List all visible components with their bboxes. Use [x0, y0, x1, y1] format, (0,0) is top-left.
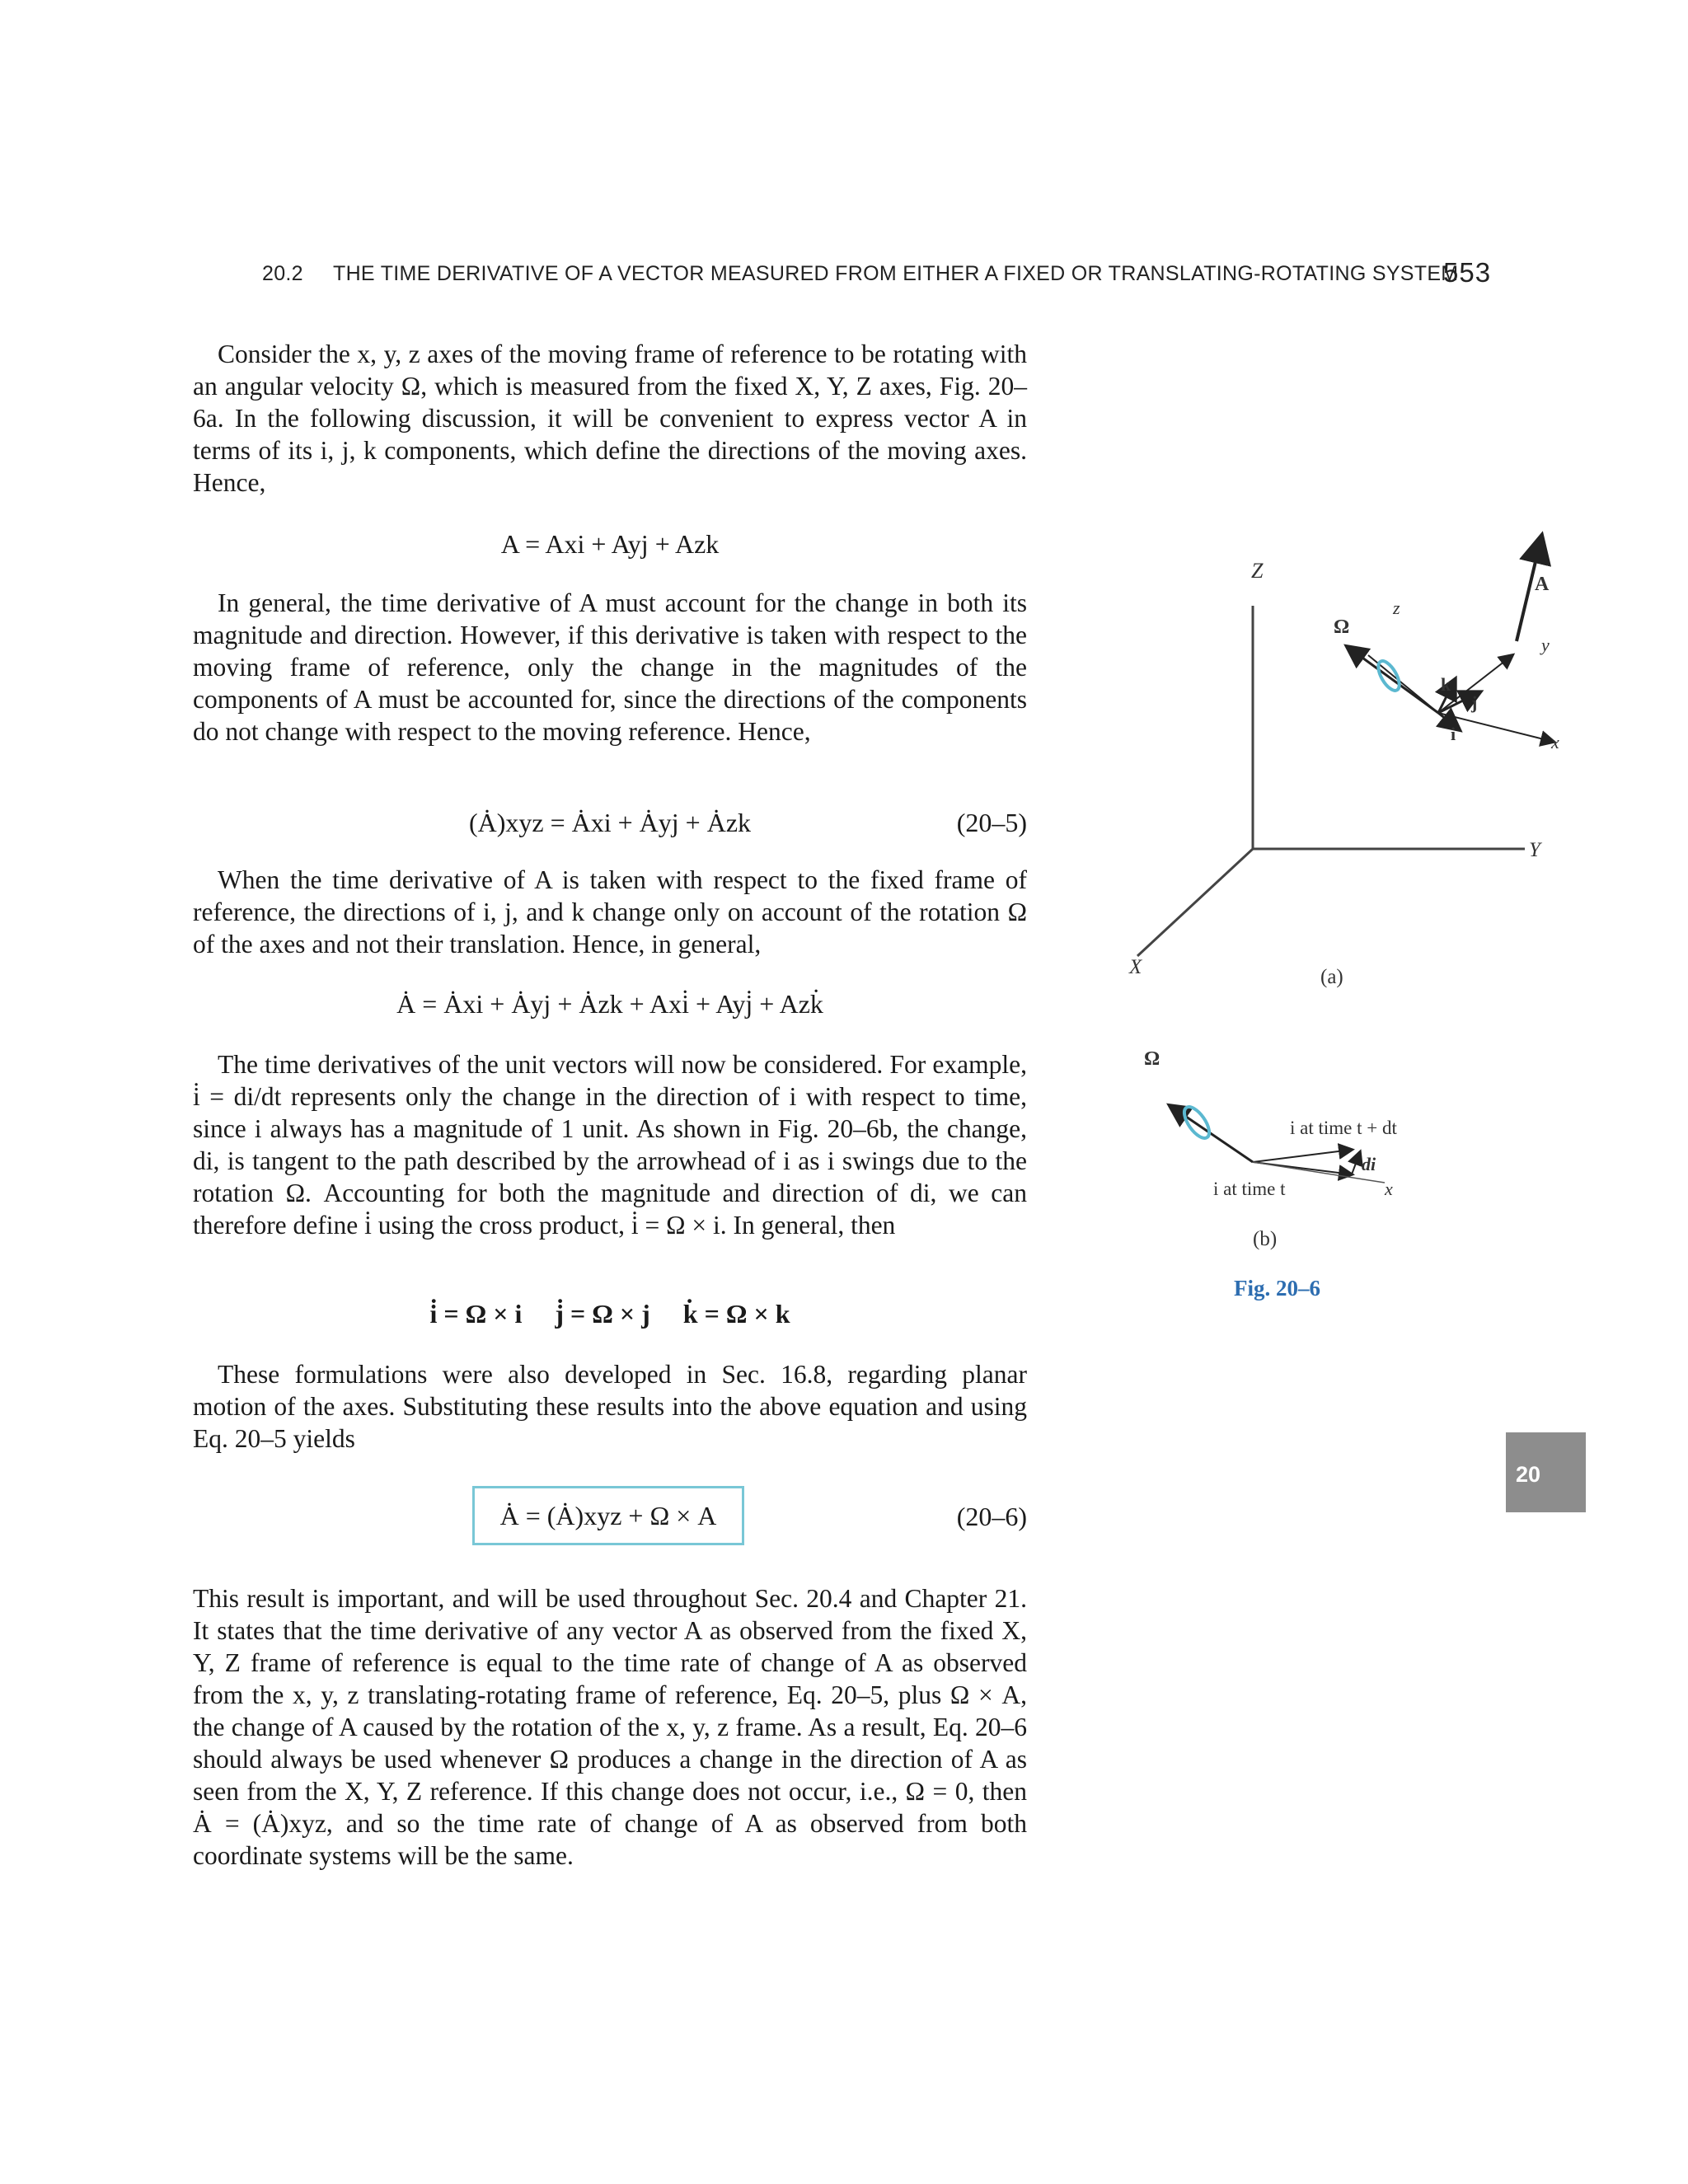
label-z: z [1393, 598, 1400, 618]
paragraph-5-block [193, 1358, 1027, 1455]
paragraph-6-block [193, 1582, 1027, 1872]
paragraph-2: In general, the time derivative of A must account for the change in both its magnitude and direction. However, if this derivative is taken with respect to the moving frame of reference, only the change in the magnitudes of the components of A must be accounted for, since the directions of the components do not change with respect to the moving reference. Hence, [193, 588, 1027, 746]
label-i: i [1451, 724, 1456, 744]
equation-2-number: (20–5) [956, 808, 1027, 837]
label-x: x [1551, 732, 1559, 752]
label-k: k [1441, 674, 1451, 695]
paragraph-1: Consider the x, y, z axes of the moving frame of reference to be rotating with an angular velocity Ω, which is measured from the fixed X, Y, Z axes, Fig. 20–6a. In the following discussion, it will be convenient to express vector A in terms of its i, j, k components, which define the directions of the moving axes. Hence, [193, 340, 1027, 497]
figure-20-6 [1104, 511, 1615, 1319]
label-X: X [1129, 956, 1142, 978]
label-i-at-t-dt: i at time t + dt [1290, 1118, 1397, 1138]
equation-3 [193, 989, 1027, 1025]
paragraph-4-block [193, 1048, 1027, 1241]
section-number: 20.2 [262, 262, 303, 285]
figure-diagram [1104, 511, 1615, 1319]
label-omega-b: Ω [1144, 1048, 1160, 1070]
equation-1 [193, 529, 1027, 565]
paragraph-2-block [193, 587, 1027, 748]
chapter-tab: 20 [1506, 1432, 1586, 1512]
page-number: 553 [1443, 257, 1492, 288]
section-title: THE TIME DERIVATIVE OF A VECTOR MEASURED FROM EITHER A FIXED OR TRANSLATING-ROTATING SYSTEM [333, 262, 1459, 285]
equation-5-number: (20–6) [956, 1502, 1027, 1531]
label-di: di [1362, 1154, 1376, 1174]
paragraph-6: This result is important, and will be used throughout Sec. 20.4 and Chapter 21. It states that the time derivative of any vector A as observed from the fixed X, Y, Z frame of reference is equal to the time rate of change of A as observed from the x, y, z translating-rotating frame of reference, Eq. 20–5, plus Ω × A, the change of A caused by the rotation of the x, y, z frame. As a result, Eq. 20–6 should always be used whenever Ω produces a change in the direction of A as seen from the X, Y, Z reference. If this change does not occur, i.e., Ω = 0, then Ȧ = (Ȧ)xyz, and so the time rate of change of A as observed from both coordinate systems will be the same. [193, 1584, 1027, 1870]
label-omega-a: Ω [1334, 616, 1350, 638]
di-vector [1352, 1152, 1360, 1174]
caption-b: (b) [1253, 1228, 1278, 1250]
paragraph-4: The time derivatives of the unit vectors will now be considered. For example, i̇ = di/dt represents only the change in the direction of i with respect to time, since i always has a magnitude of 1 unit. As shown in Fig. 20–6b, the change, di, is tangent to the path described by the arrowhead of i as i swings due to the rotation Ω. Accounting for both the magnitude and direction of di, we can therefore define i̇ using the cross product, i̇ = Ω × i. In general, then [193, 1050, 1027, 1240]
label-x-b: x [1385, 1179, 1393, 1199]
equation-5-text: Ȧ = (Ȧ)xyz + Ω × A [499, 1501, 717, 1530]
X-axis-line [1137, 849, 1253, 956]
equation-2 [193, 808, 1027, 844]
running-header [262, 257, 1498, 295]
label-y: y [1541, 635, 1550, 655]
equation-2-text: (Ȧ)xyz = Ȧxi + Ȧyj + Ȧzk [468, 808, 752, 837]
caption-a: (a) [1320, 966, 1343, 988]
equation-4 [193, 1299, 1027, 1335]
omega-vector-a [1348, 647, 1438, 713]
label-j: j [1471, 692, 1478, 713]
omega-vector-b [1170, 1106, 1253, 1162]
paragraph-3: When the time derivative of A is taken with respect to the fixed frame of reference, the directions of i, j, and k change only on account of the rotation Ω of the axes and not their translation. Hence, in general, [193, 865, 1027, 958]
equation-5-number-row [193, 1502, 1027, 1538]
paragraph-5: These formulations were also developed in Sec. 16.8, regarding planar motion of the axes. Substituting these results into the above equation and using Eq. 20–5 yields [193, 1360, 1027, 1453]
paragraph-3-block [193, 864, 1027, 960]
label-i-at-t: i at time t [1213, 1179, 1286, 1199]
label-Y: Y [1529, 839, 1540, 861]
label-Z: Z [1251, 559, 1264, 583]
equation-1-text: A = Axi + Ayj + Azk [500, 529, 720, 559]
i-at-t-dt-vector [1253, 1150, 1352, 1162]
paragraph-1-block [193, 338, 1027, 499]
figure-caption: Fig. 20–6 [1234, 1276, 1320, 1301]
equation-4-text: i̇ = Ω × i j̇ = Ω × j k̇ = Ω × k [429, 1299, 790, 1329]
equation-3-text: Ȧ = Ȧxi + Ȧyj + Ȧzk + Axi̇ + Ayj̇ + Azk̇ [396, 989, 823, 1019]
label-A: A [1535, 574, 1550, 595]
